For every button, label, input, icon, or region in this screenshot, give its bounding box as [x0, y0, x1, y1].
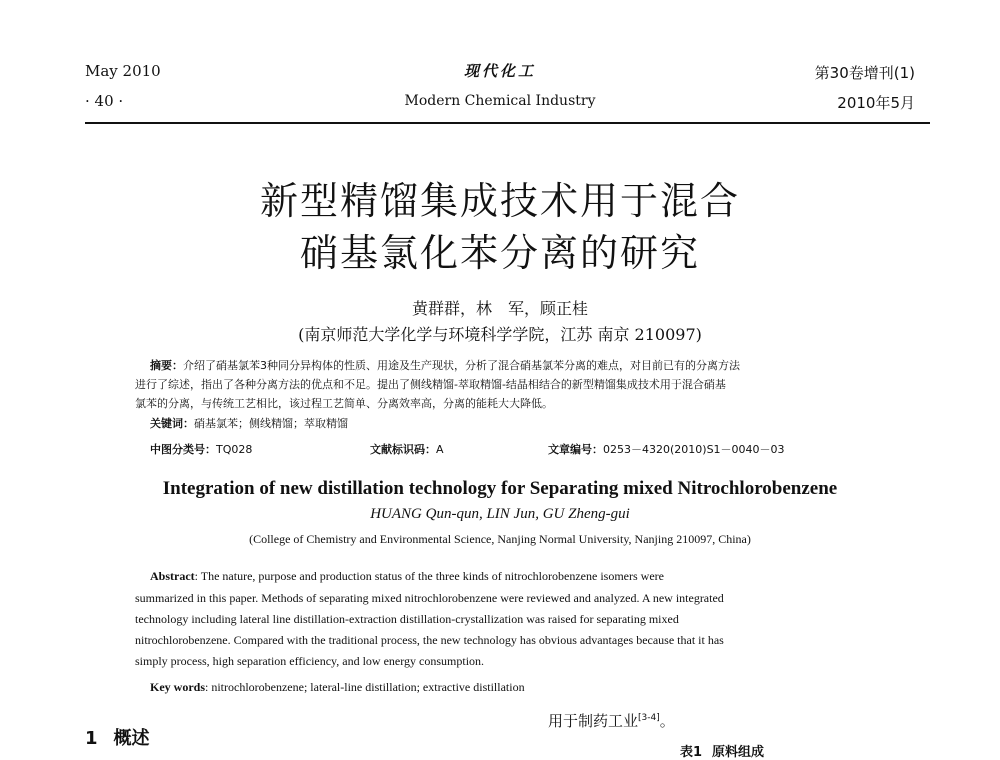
abstract-cn-text-1: 介绍了硝基氯苯3种同分异构体的性质、用途及生产现状，分析了混合硝基氯苯分离的难点，对目前已有的分离方法 — [183, 359, 740, 372]
article-label: 文章编号： — [548, 443, 603, 456]
abstract-cn-line1 — [150, 356, 740, 375]
clc-label: 中图分类号： — [150, 443, 216, 456]
header-date-left: May 2010 — [85, 62, 161, 80]
keywords-en — [150, 677, 525, 697]
abstract-en-text-1: : The nature, purpose and production status of the three kinds of nitrochlorobenzene isomers were — [194, 569, 664, 583]
abstract-en-label: Abstract — [150, 569, 195, 583]
table-1-title: 原料组成 — [712, 745, 765, 760]
abstract-en-text-4: nitrochlorobenzene. Compared with the traditional process, the new technology has obvious advantages because that it has — [135, 633, 724, 647]
section-1-number: 1 — [85, 728, 98, 749]
abstract-en-text-5: simply process, high separation efficiency, and low energy consumption. — [135, 654, 485, 668]
body-text-fragment — [548, 710, 675, 731]
keywords-cn-value: 硝基氯苯；侧线精馏；萃取精馏 — [194, 417, 348, 430]
affiliation-en: (College of Chemistry and Environmental Science, Nanjing Normal University, Nanjing 210097, China) — [249, 532, 751, 546]
citation-ref: [3-4] — [638, 713, 660, 723]
doc-label: 文献标识码： — [370, 443, 436, 456]
header-date-right: 2010年5月 — [837, 94, 915, 112]
abstract-en-text-3: technology including lateral line distillation-extraction distillation-crystallization was raised for separating mixed — [135, 612, 679, 626]
journal-title-en: Modern Chemical Industry — [404, 93, 596, 109]
abstract-cn-text-3: 氯苯的分离，与传统工艺相比，该过程工艺简单、分离效率高，分离的能耗大大降低。 — [135, 397, 553, 410]
body-text: 用于制药工业 — [548, 712, 639, 730]
authors-en: HUANG Qun-qun, LIN Jun, GU Zheng-gui — [370, 506, 630, 522]
title-cn-line2: 硝基氯化苯分离的研究 — [299, 231, 700, 275]
article-number — [548, 440, 785, 459]
title-en: Integration of new distillation technology for Separating mixed Nitrochlorobenzene — [162, 478, 838, 499]
doc-value: A — [436, 443, 444, 456]
article-value: 0253－4320(2010)S1－0040－03 — [603, 443, 785, 456]
abstract-cn-label: 摘要： — [150, 359, 183, 372]
header-rule — [85, 122, 930, 124]
table-1-caption — [680, 741, 764, 760]
abstract-en-text-2: summarized in this paper. Methods of separating mixed nitrochlorobenzene were reviewed and analyzed. A new integrated — [135, 591, 724, 605]
clc-value: TQ028 — [216, 443, 253, 456]
abstract-en-line1 — [150, 566, 664, 586]
doc-code — [370, 440, 444, 459]
title-cn-line1: 新型精馏集成技术用于混合 — [259, 179, 740, 223]
section-1-title: 概述 — [113, 728, 150, 749]
keywords-en-label: Key words — [150, 680, 205, 694]
header-page-number: · 40 · — [85, 92, 124, 110]
affiliation-cn: (南京师范大学化学与环境科学学院，江苏 南京 210097) — [298, 325, 702, 344]
keywords-cn — [150, 414, 348, 433]
body-period: 。 — [659, 712, 675, 730]
header-volume: 第30卷增刊(1) — [814, 64, 915, 82]
authors-cn: 黄群群，林 军，顾正桂 — [411, 299, 588, 318]
section-1-heading — [85, 724, 150, 750]
abstract-cn-text-2: 进行了综述，指出了各种分离方法的优点和不足。提出了侧线精馏-萃取精馏-结晶相结合的新型精馏集成技术用于混合硝基 — [135, 378, 726, 391]
table-1-label: 表1 — [680, 745, 703, 760]
keywords-en-value: : nitrochlorobenzene; lateral-line distillation; extractive distillation — [205, 680, 525, 694]
keywords-cn-label: 关键词： — [150, 417, 194, 430]
journal-title-cn: 现代化工 — [463, 62, 536, 80]
classification-row — [150, 440, 252, 459]
